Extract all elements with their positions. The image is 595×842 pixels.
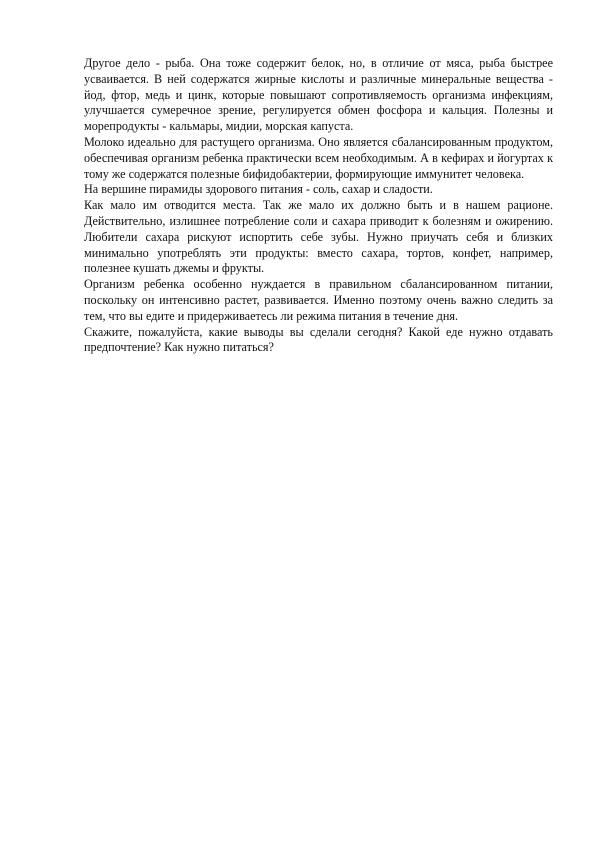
paragraph-fish: Другое дело - рыба. Она тоже содержит белок, но, в отличие от мяса, рыба быстрее усваивается. В ней содержатся жирные кислоты и различные минеральные вещества - йод, фтор, медь и цинк, которые повышают сопротивляемость организма инфекциям, улучшается сумеречное зрение, регулируется обмен фосфора и кальция. Полезны и морепродукты - кальмары, мидии, морская капуста.: [84, 56, 553, 134]
paragraph-pyramid-top: На вершине пирамиды здорового питания - соль, сахар и сладости.: [84, 182, 433, 197]
paragraph-questions: Скажите, пожалуйста, какие выводы вы сделали сегодня? Какой еде нужно отдавать предпочтение? Как нужно питаться?: [84, 324, 553, 355]
document-body: [84, 56, 553, 356]
paragraph-child-nutrition: Организм ребенка особенно нуждается в правильном сбалансированном питании, поскольку он интенсивно растет, развивается. Именно поэтому очень важно следить за тем, что вы едите и придерживаетесь ли режима питания в течение дня.: [84, 277, 553, 323]
paragraph-salt-sugar: Как мало им отводится места. Так же мало их должно быть и в нашем рационе. Действительно, излишнее потребление соли и сахара приводит к болезням и ожирению. Любители сахара рискуют испортить себе зубы. Нужно приучать себя и близких минимально употреблять эти продукты: вместо сахара, тортов, конфет, например, полезнее кушать джемы и фрукты.: [84, 198, 553, 276]
paragraph-milk: Молоко идеально для растущего организма. Оно является сбалансированным продуктом, обеспечивая организм ребенка практически всем необходимым. А в кефирах и йогуртах к тому же содержатся полезные бифидобактерии, формирующие иммунитет человека.: [84, 134, 553, 181]
